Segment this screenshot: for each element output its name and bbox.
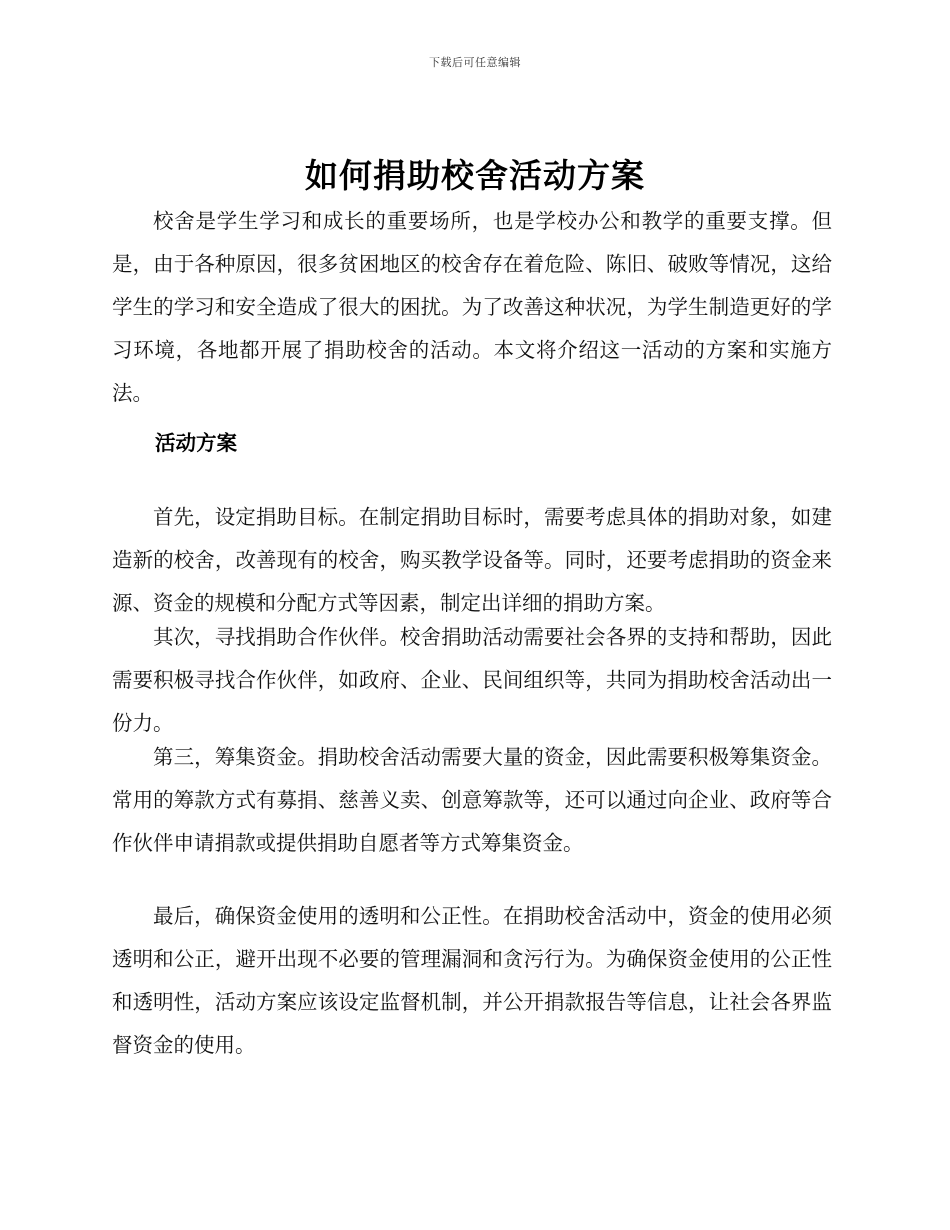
paragraph-third: 第三，筹集资金。捐助校舍活动需要大量的资金，因此需要积极筹集资金。常用的筹款方式有募捐、慈善义卖、创意筹款等，还可以通过向企业、政府等合作伙伴申请捐款或提供捐助自愿者等方式筹集资金。 [112,745,832,855]
section-heading: 活动方案 [155,431,237,455]
document-title: 如何捐助校舍活动方案 [305,156,645,195]
intro-paragraph: 校舍是学生学习和成长的重要场所，也是学校办公和教学的重要支撑。但是，由于各种原因，很多贫困地区的校舍存在着危险、陈旧、破败等情况，这给学生的学习和安全造成了很大的困扰。为了改善这种状况，为学生制造更好的学习环境，各地都开展了捐助校舍的活动。本文将介绍这一活动的方案和实施方法。 [112,209,832,405]
paragraph-first: 首先，设定捐助目标。在制定捐助目标时，需要考虑具体的捐助对象，如建造新的校舍，改善现有的校舍，购买教学设备等。同时，还要考虑捐助的资金来源、资金的规模和分配方式等因素，制定出详细的捐助方案。 [112,505,832,615]
paragraph-second: 其次，寻找捐助合作伙伴。校舍捐助活动需要社会各界的支持和帮助，因此需要积极寻找合作伙伴，如政府、企业、民间组织等，共同为捐助校舍活动出一份力。 [112,625,832,735]
paragraph-last: 最后，确保资金使用的透明和公正性。在捐助校舍活动中，资金的使用必须透明和公正，避开出现不必要的管理漏洞和贪污行为。为确保资金使用的公正性和透明性，活动方案应该设定监督机制，并公开捐款报告等信息，让社会各界监督资金的使用。 [112,904,832,1057]
header-note: 下载后可任意编辑 [429,56,521,69]
